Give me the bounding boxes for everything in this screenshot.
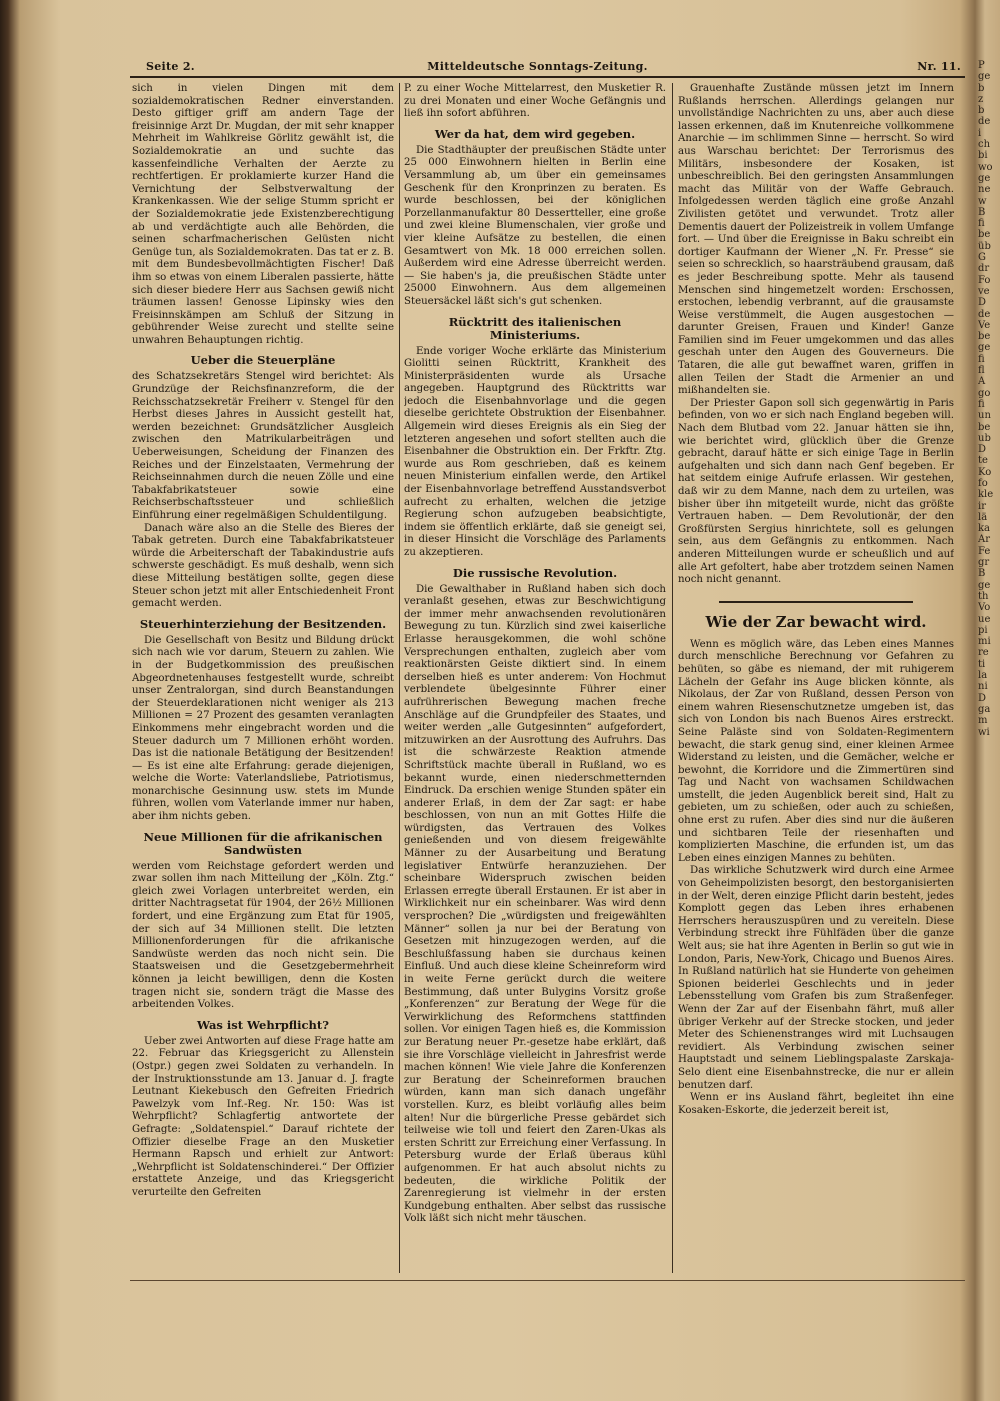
strip-fragment: i <box>978 127 982 139</box>
strip-fragment: fi <box>978 218 985 230</box>
strip-fragment: ch <box>978 139 991 151</box>
strip-fragment: Ve <box>978 319 991 331</box>
article-heading: Ueber die Steuerpläne <box>190 353 336 368</box>
article-paragraph: Wenn es möglich wäre, das Leben eines Mannes durch menschliche Berechnung vor Gefahren zu behüten, so gäbe es niemand, der mit ruhigerem Lächeln der Gefahr ins Auge blicken könnte, als Nikolaus, der Zar von Rußland, dessen Person von einem wahren Riesenschutznetze umgeben ist, das sich von London bis nach Buenos Aires erstreckt. Seine Paläste sind von Soldaten-Regimentern bewacht, die stark genug sind, einer kleinen Armee Widerstand zu leisten, und die Gemächer, welche er bewohnt, die Korridore und die Zimmertüren sind Tag und Nacht von wachsamen Schildwachen umstellt, die jeden Augenblick bereit sind, Halt zu gebieten, um zu schießen, oder auch zu schießen, ohne erst zu rufen. Aber dies sind nur die äußeren und sichtbaren Teile der riesenhaften und komplizierten Maschine, die erfunden ist, um das Leben eines einzigen Mannes zu behüten. <box>678 638 954 864</box>
article-paragraph: Grauenhafte Zustände müssen jetzt im Innern Rußlands herrschen. Allerdings gelangen nur unvollständige Nachrichten zu uns, aber auch diese lassen erkennen, daß im Knutenreiche vollkommene Anarchie — im schlimmen Sinne — herrscht. So wird aus Warschau berichtet: Der Terrorismus des Militärs, insbesondere der Kosaken, ist unbeschreiblich. Bei den geringsten Ansammlungen macht das Militär von der Waffe Gebrauch. Infolgedessen werden täglich eine große Anzahl Zivilisten getötet und verwundet. Trotz aller Dementis dauert der Polizeistreik in vollem Umfange fort. — Und über die Ereignisse in Baku schreibt ein dortiger Kaufmann der Wiener „N. Fr. Presse“ sie seien so schrecklich, so haarsträubend grausam, daß es jeder Beschreibung spotte. Mehr als tausend Menschen sind hingemetzelt worden: Erschossen, erstochen, lebendig verbrannt, auf die grausamste Weise verstümmelt, die Augen ausgestochen — darunter Greisen, Frauen und Kinder! Ganze Familien sind im Feuer umgekommen und das alles geschah unter den Augen des Gouverneurs. Die Tataren, die alle gut bewaffnet waren, griffen in allen Teilen der Stadt die Armenier an und mißhandelten sie. <box>678 83 954 397</box>
strip-fragment: ge <box>978 342 991 354</box>
strip-fragment: de <box>978 308 991 320</box>
strip-fragment: lä <box>978 511 988 523</box>
issue-number: Nr. 11. <box>917 60 961 73</box>
strip-fragment: üb <box>978 240 991 252</box>
strip-fragment: ti <box>978 658 986 670</box>
strip-fragment: gr <box>978 557 990 569</box>
strip-fragment: Ko <box>978 466 992 478</box>
article-paragraph: Das wirkliche Schutzwerk wird durch eine Armee von Geheimpolizisten besorgt, den bestorganisierten in der Welt, deren einzige Pflicht darin besteht, jedes Komplott gegen das Leben ihres erhabenen Herrschers herauszuspüren und zu vereiteln. Diese Verbindung streckt ihre Fühlfäden über die ganze Welt aus; sie hat ihre Agenten in Berlin so gut wie in London, Paris, New-York, Chicago und Buenos Aires. In Rußland natürlich hat sie Hunderte von geheimen Spionen beiderlei Geschlechts und in jeder Lebensstellung vom Grafen bis zum Straßenfeger. Wenn der Zar auf der Eisenbahn fährt, muß aller übriger Verkehr auf der Strecke stocken, und jeder Meter des Schienenstranges wird mit Luchsaugen revidiert. Als Verbindung zwischen seiner Hauptstadt und seinem Lieblingspalaste Zarskaja-Selo dient eine Eisenbahnstrecke, die nur er allein benutzen darf. <box>678 865 954 1091</box>
strip-fragment: B <box>978 206 986 218</box>
strip-fragment: pi <box>978 624 988 636</box>
strip-fragment: be <box>978 421 991 433</box>
article-heading: Rücktritt des italienischen Ministeriums. <box>448 314 622 342</box>
column-3 <box>678 83 954 1273</box>
article-heading: Neue Millionen für die afrikanischen Sandwüsten <box>143 829 383 857</box>
strip-fragment: B <box>978 568 986 580</box>
article-heading: Steuerhinterziehung der Besitzenden. <box>139 616 387 631</box>
strip-fragment: P <box>978 60 985 71</box>
strip-fragment: b <box>978 82 985 94</box>
strip-fragment: Fo <box>978 274 991 286</box>
strip-fragment: z <box>978 93 984 105</box>
ornamental-rule <box>719 601 912 603</box>
header-rule <box>130 76 965 78</box>
article-paragraph: Die Stadthäupter der preußischen Städte unter 25 000 Einwohnern hielten in Berlin eine Versammlung ab, um über ein gemeinsames Geschenk für den Kronprinzen zu beraten. Es wurde beschlossen, bei der königlichen Porzellanmanufaktur 80 Dessertteller, eine große und zwei kleine Blumenschalen, vier große und vier kleine Aufsätze zu bestellen, die einen Gesamtwert von Mk. 18 000 erreichen sollen. Außerdem wird eine Adresse überreicht werden. — Sie haben's ja, die preußischen Städte unter 25000 Einwohnern. Aus dem allgemeinen Steuersäckel läßt sich's gut schenken. <box>404 144 666 307</box>
article-heading: Wie der Zar bewacht wird. <box>705 612 927 631</box>
article-paragraph: Ende voriger Woche erklärte das Ministerium Giolitti seinen Rücktritt, Krankheit des Ministerpräsidenten wurde als Ursache angegeben. Hauptgrund des Rücktritts war jedoch die Eisenbahnvorlage und die gegen dieselbe gerichtete Obstruktion der Eisenbahner. Allgemein wird dieses Ereignis als ein Sieg der letzteren angesehen und sofort stellten auch die Eisenbahner die Obstruktion ein. Der Frkftr. Ztg. wurde aus Rom geschrieben, daß es keinem neuen Ministerium einfallen werde, den Artikel der Eisenbahnvorlage betreffend Ausstandsverbot aufrecht zu erhalten, welchen die jetzige Regierung schon aufzugeben beabsichtigte, indem sie öffentlich erklärte, daß sie geneigt sei, in dieser Hinsicht die Vorschläge des Parlaments zu akzeptieren. <box>404 345 666 558</box>
strip-fragment: fo <box>978 477 988 489</box>
article-paragraph: werden vom Reichstage gefordert werden und zwar sollen ihm nach Mitteilung der „Köln. Ztg.“ gleich zwei Vorlagen unterbreitet werden, ein dritter Nachtragsetat für 1904, der 26½ Millionen fordert, und eine Ergänzung zum Etat für 1905, der sich auf 34 Millionen stellt. Die letzten Millionenforderungen für die afrikanische Sandwüste werden das noch nicht sein. Die Staatsweisen und die Gesetzgebermehrheit können ja leicht bewilligen, denn die Kosten tragen nicht sie, sondern trägt die Masse des arbeitenden Volkes. <box>132 860 394 1011</box>
newspaper-title: Mitteldeutsche Sonntags-Zeitung. <box>427 60 648 73</box>
strip-fragment: fl <box>978 365 985 377</box>
strip-fragment: D <box>978 444 987 456</box>
page-sheet <box>110 48 965 1381</box>
strip-fragment: ga <box>978 703 991 715</box>
article-paragraph: Die Gesellschaft von Besitz und Bildung drückt sich nach wie vor darum, Steuern zu zahlen. Wie in der Budgetkommission des preußischen Abgeordnetenhauses festgestellt wurde, schreibt unser Zentralorgan, sind durch Beanstandungen der Steuerdeklarationen nicht weniger als 213 Millionen = 27 Prozent des gesamten veranlagten Einkommens mehr eingebracht worden und die Steuer dadurch um 7 Millionen erhöht worden. Das ist die nationale Betätigung der Besitzenden! — Es ist eine alte Erfahrung: gerade diejenigen, welche die Worte: Vaterlandsliebe, Patriotismus, monarchische Gesinnung usw. stets im Munde führen, wollen vom Vaterlande immer nur haben, aber ihm nichts geben. <box>132 634 394 823</box>
strip-fragment: un <box>978 410 991 422</box>
strip-fragment: A <box>978 376 986 388</box>
article-paragraph: Ueber zwei Antworten auf diese Frage hatte am 22. Februar das Kriegsgericht zu Allenstein (Ostpr.) gegen zwei Soldaten zu verhandeln. In der Instruktionsstunde am 13. Januar d. J. fragte Leutnant Kiekebusch den Gefreiten Friedrich Pawelzyk vom Inf.-Reg. Nr. 150: Was ist Wehrpflicht? Schlagfertig antwortete der Gefragte: „Soldatenspiel.“ Darauf richtete der Offizier dieselbe Frage an den Musketier Hermann Rapsch und erhielt zur Antwort: „Wehrpflicht ist Soldatenschinderei.“ Der Offizier erstattete Anzeige, und das Kriegsgericht verurteilte den Gefreiten <box>132 1035 394 1198</box>
strip-fragment: ni <box>978 681 988 693</box>
strip-fragment: mi <box>978 636 991 648</box>
strip-fragment: wi <box>978 726 990 738</box>
strip-fragment: ka <box>978 523 991 535</box>
strip-fragment: ge <box>978 71 991 83</box>
strip-fragment: re <box>978 647 989 659</box>
strip-fragment: dr <box>978 263 990 275</box>
article-paragraph: sich in vielen Dingen mit dem sozialdemokratischen Redner einverstanden. Desto giftiger griff am andern Tage der freisinnige Arzt Dr. Mugdan, der mit sehr knapper Mehrheit im Wahlkreise Görlitz gewählt ist, die Sozialdemokratie an und suchte das kassenfeindliche Verhalten der Aerzte zu rechtfertigen. Er proklamierte kurzer Hand die Vernichtung der Selbstverwaltung der Krankenkassen. Wie der selige Stumm spricht er der Sozialdemokratie jede Existenzberechtigung ab und verdächtigte auch alle Behörden, die seinen scharfmacherischen Gelüsten nicht Genüge tun, als Sozialdemokraten. Das tat er z. B. mit dem Bundesbevollmächtigten Fischer! Daß ihm so etwas von einem Liberalen passierte, hätte sich dieser biedere Herr aus Sachsen gewiß nicht träumen lassen! Genosse Lipinsky wies den Freisinnskämpen am Schluß der Sitzung in gebührender Weise zurecht und stellte seine unwahren Behauptungen richtig. <box>132 83 394 346</box>
article-heading: Was ist Wehrpflicht? <box>197 1017 329 1032</box>
column-divider <box>672 83 673 1273</box>
strip-fragment: ge <box>978 172 991 184</box>
strip-fragment: D <box>978 297 987 309</box>
strip-fragment: kle <box>978 489 994 501</box>
strip-fragment: Vo <box>978 602 991 614</box>
strip-fragment: be <box>978 331 991 343</box>
strip-fragment: ge <box>978 579 991 591</box>
article-paragraph: Danach wäre also an die Stelle des Bieres der Tabak getreten. Durch eine Tabakfabrikatsteuer würde die Arbeiterschaft der Tabakindustrie aufs schwerste geschädigt. Es muß deshalb, wenn sich diese Mitteilung bestätigen sollte, gegen diese Steuer schon jetzt mit aller Entschiedenheit Front gemacht werden. <box>132 522 394 610</box>
strip-fragment: ue <box>978 613 991 625</box>
strip-fragment: bi <box>978 150 988 162</box>
strip-fragment: be <box>978 229 991 241</box>
article-heading: Wer da hat, dem wird gegeben. <box>434 126 636 141</box>
article-paragraph: Der Priester Gapon soll sich gegenwärtig in Paris befinden, von wo er sich nach England begeben will. Nach dem Blutbad vom 22. Januar hätten sie ihn, wie berichtet wird, glücklich über die Grenze gebracht, darauf hätte er sich einige Tage in Berlin aufgehalten und sich dann nach Genf begeben. Er hat seitdem einige Aufrufe erlassen. Wir gestehen, daß wir zu dem Manne, nach dem zu urteilen, was bisher über ihn mitgeteilt wurde, nicht das größte Vertrauen haben. — Dem Revolutionär, der den Großfürsten Sergius hinrichtete, soll es gelungen sein, aus dem Gefängnis zu entkommen. Nach anderen Mitteilungen wurde er scheußlich und auf alle Art gefoltert, habe aber trotzdem seinen Namen noch nicht genannt. <box>678 397 954 586</box>
strip-fragment: b <box>978 105 985 117</box>
article-paragraph: P. zu einer Woche Mittelarrest, den Musketier R. zu drei Monaten und einer Woche Gefängnis und ließ ihn sofort abführen. <box>404 83 666 120</box>
strip-fragment: ub <box>978 432 991 444</box>
strip-fragment: Ar <box>978 534 991 546</box>
strip-fragment: w <box>978 195 987 207</box>
column-2 <box>404 83 666 1273</box>
adjacent-page-strip <box>978 60 1000 1360</box>
strip-fragment: go <box>978 387 991 399</box>
article-heading: Die russische Revolution. <box>452 565 618 580</box>
strip-fragment: G <box>978 252 986 264</box>
strip-fragment: fi <box>978 353 985 365</box>
strip-fragment: D <box>978 692 987 704</box>
strip-fragment: ne <box>978 184 991 196</box>
strip-fragment: ir <box>978 500 986 512</box>
strip-fragment: th <box>978 590 989 602</box>
strip-fragment: fi <box>978 398 985 410</box>
strip-fragment: te <box>978 455 988 467</box>
column-divider <box>399 83 400 1273</box>
column-1 <box>132 83 394 1273</box>
page-number: Seite 2. <box>146 60 195 73</box>
article-paragraph: des Schatzsekretärs Stengel wird berichtet: Als Grundzüge der Reichsfinanzreform, die der Reichsschatzsekretär Freiherr v. Stengel für den Herbst dieses Jahres in Aussicht gestellt hat, werden bezeichnet: Grundsätzlicher Ausgleich zwischen den Matrikularbeiträgen und Ueberweisungen, Scheidung der Finanzen des Reiches und der Einzelstaaten, Vermehrung der Reichseinnahmen durch die neuen Zölle und eine Tabakfabrikatsteuer sowie eine Reichserbschaftssteuer und schließlich Einführung einer regelmäßigen Schuldentilgung. <box>132 371 394 521</box>
strip-fragment: ve <box>978 285 990 297</box>
article-paragraph: Wenn er ins Ausland fährt, begleitet ihn eine Kosaken-Eskorte, die jederzeit bereit ist, <box>678 1092 954 1116</box>
strip-fragment: m <box>978 715 988 727</box>
strip-fragment: Fe <box>978 545 991 557</box>
strip-fragment: wo <box>978 161 993 173</box>
strip-fragment: de <box>978 116 991 128</box>
strip-fragment: la <box>978 670 988 682</box>
footer-rule <box>130 1280 965 1281</box>
article-paragraph: Die Gewalthaber in Rußland haben sich doch veranlaßt gesehen, etwas zur Beschwichtigung der immer mehr anwachsenden revolutionären Bewegung zu tun. Kürzlich sind zwei kaiserliche Erlasse herausgekommen, die wohl schöne Versprechungen enthalten, zugleich aber vom reaktionärsten Geiste diktiert sind. In einem derselben hieß es unter anderem: Von Hochmut verblendete übelgesinnte Führer einer aufrührerischen Bewegung machen freche Anschläge auf die Grundpfeiler des Staates, und weiter werden „alle Gutgesinnten“ aufgefordert, mitzuwirken an der Ausrottung des Aufruhrs. Das ist die schwärzeste Reaktion atmende Schriftstück machte überall in Rußland, wo es bekannt wurde, einen niederschmetternden Eindruck. Da erschien wenige Stunden später ein anderer Erlaß, in dem der Zar sagt: er habe beschlossen, von nun an mit Gottes Hilfe die würdigsten, das Vertrauen des Volkes genießenden und von diesem freigewählte Männer zu der Ausarbeitung und Beratung legislativer Entwürfe heranzuziehen. Der scheinbare Widerspruch zwischen beiden Erlassen erregte überall Erstaunen. Er ist aber in Wirklichkeit nur ein scheinbarer. Was wird denn versprochen? Die „würdigsten und freigewählten Männer“ sollen ja nur bei der Beratung von Gesetzen mit hinzugezogen werden, auf die Beschlußfassung haben sie durchaus keinen Einfluß. Und auch diese kleine Scheinreform wird in weite Ferne gerückt durch die weitere Bestimmung, daß unter Bulygins Vorsitz große „Konferenzen“ zur Beratung der Wege für die Verwirklichung des Reformchens stattfinden sollen. Vor einigen Tagen hieß es, die Kommission zur Beratung neuer Pr.-gesetze habe erklärt, daß sie ihre Vorschläge vielleicht in Jahresfrist werde machen können! Wie viele Jahre die Konferenzen zur Beratung der Scheinreformen brauchen würden, kann man sich danach ungefähr vorstellen. Kurz, es bleibt vorläufig alles beim alten! Nur die bürgerliche Presse gebärdet sich teilweise wie toll und feiert den Zaren-Ukas als ersten Schritt zur Erreichung einer Verfassung. In Petersburg wurde der Erlaß überaus kühl aufgenommen. Er hat auch absolut nichts zu bedeuten, die wirkliche Politik der Zarenregierung ist vielmehr in der ersten Kundgebung enthalten. Aber selbst das russische Volk läßt sich nicht mehr täuschen. <box>404 583 666 1225</box>
